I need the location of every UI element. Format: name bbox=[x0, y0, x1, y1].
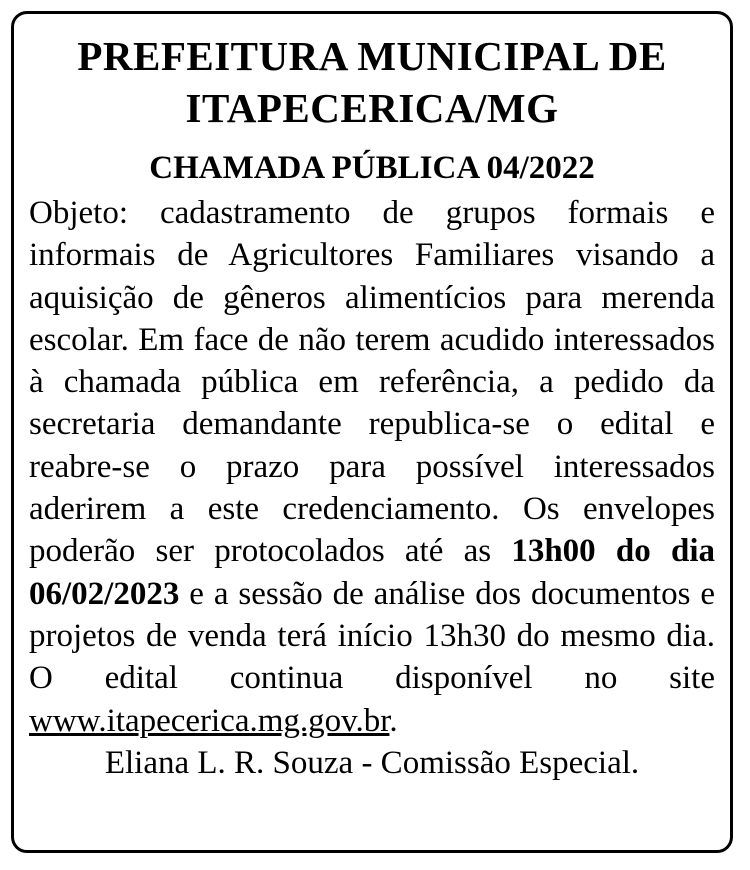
deadline-text: 13h00 do dia 06/02/2023 bbox=[29, 533, 715, 612]
header-line-1: PREFEITURA MUNICIPAL DE bbox=[77, 33, 667, 79]
notice-body bbox=[29, 192, 715, 742]
signature-line: Eliana L. R. Souza - Comissão Especial. bbox=[104, 744, 640, 781]
public-notice-box bbox=[11, 11, 733, 853]
body-text-end: . bbox=[389, 702, 398, 739]
notice-title: CHAMADA PÚBLICA 04/2022 bbox=[149, 150, 595, 186]
website-link[interactable]: www.itapecerica.mg.gov.br bbox=[29, 702, 390, 739]
header-line-2: ITAPECERICA/MG bbox=[185, 85, 559, 131]
body-text-part-2: e a sessão de análise dos documentos e projetos de venda terá início 13h30 do mesmo dia. O edital continua disponível no site bbox=[29, 575, 715, 697]
notice-header bbox=[28, 30, 716, 134]
body-text-part-1: Objeto: cadastramento de grupos formais e informais de Agricultores Familiares visando a aquisição de gêneros alimentícios para merenda escolar. Em face de não terem acudido interessados à chamada pública em referência, a pedido da secretaria demandante republica-se o edital e reabre-se o prazo para possível interessados aderirem a este credenciamento. Os envelopes poderão ser protocolados até as bbox=[29, 195, 715, 570]
